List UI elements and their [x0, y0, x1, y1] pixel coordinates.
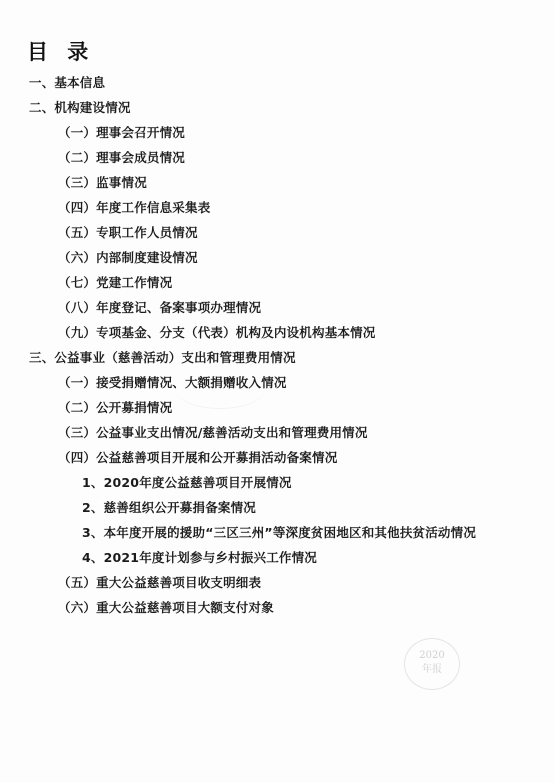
toc-item-donations-received[interactable]: （一）接受捐赠情况、大额捐赠收入情况 [58, 375, 287, 390]
toc-item-major-payment-recipients[interactable]: （六）重大公益慈善项目大额支付对象 [58, 600, 274, 615]
toc-item-public-fundraising[interactable]: （二）公开募捐情况 [58, 400, 173, 415]
toc-subitem-2020-projects[interactable]: 1、2020年度公益慈善项目开展情况 [82, 475, 292, 490]
toc-subitem-fundraising-filing[interactable]: 2、慈善组织公开募捐备案情况 [82, 500, 256, 515]
toc-item-registration-filing[interactable]: （八）年度登记、备案事项办理情况 [58, 300, 262, 315]
toc-item-project-filing[interactable]: （四）公益慈善项目开展和公开募捐活动备案情况 [58, 450, 338, 465]
toc-subitem-poverty-relief[interactable]: 3、本年度开展的援助“三区三州”等深度贫困地区和其他扶贫活动情况 [82, 525, 477, 540]
toc-item-fulltime-staff[interactable]: （五）专职工作人员情况 [58, 225, 198, 240]
toc-item-internal-rules[interactable]: （六）内部制度建设情况 [58, 250, 198, 265]
toc-item-annual-info-form[interactable]: （四）年度工作信息采集表 [58, 200, 211, 215]
toc-item-charity-expenses[interactable]: 三、公益事业（慈善活动）支出和管理费用情况 [29, 350, 296, 365]
toc-item-special-funds[interactable]: （九）专项基金、分支（代表）机构及内设机构基本情况 [58, 325, 376, 340]
toc-subitem-rural-revitalization[interactable]: 4、2021年度计划参与乡村振兴工作情况 [82, 550, 317, 565]
page-title: 目 录 [27, 40, 95, 64]
toc-item-council-meetings[interactable]: （一）理事会召开情况 [58, 125, 186, 140]
stamp-year: 2020 [419, 650, 445, 661]
toc-item-charity-expenditure[interactable]: （三）公益事业支出情况/慈善活动支出和管理费用情况 [58, 425, 368, 440]
toc-item-supervisors[interactable]: （三）监事情况 [58, 175, 147, 190]
scan-artifact [175, 368, 265, 409]
toc-item-org-construction[interactable]: 二、机构建设情况 [29, 100, 131, 115]
annual-report-stamp [404, 638, 460, 690]
toc-item-major-project-details[interactable]: （五）重大公益慈善项目收支明细表 [58, 575, 262, 590]
toc-item-party-building[interactable]: （七）党建工作情况 [58, 275, 173, 290]
toc-item-council-members[interactable]: （二）理事会成员情况 [58, 150, 186, 165]
stamp-label: 年报 [422, 664, 442, 675]
toc-item-basic-info[interactable]: 一、基本信息 [29, 75, 106, 90]
